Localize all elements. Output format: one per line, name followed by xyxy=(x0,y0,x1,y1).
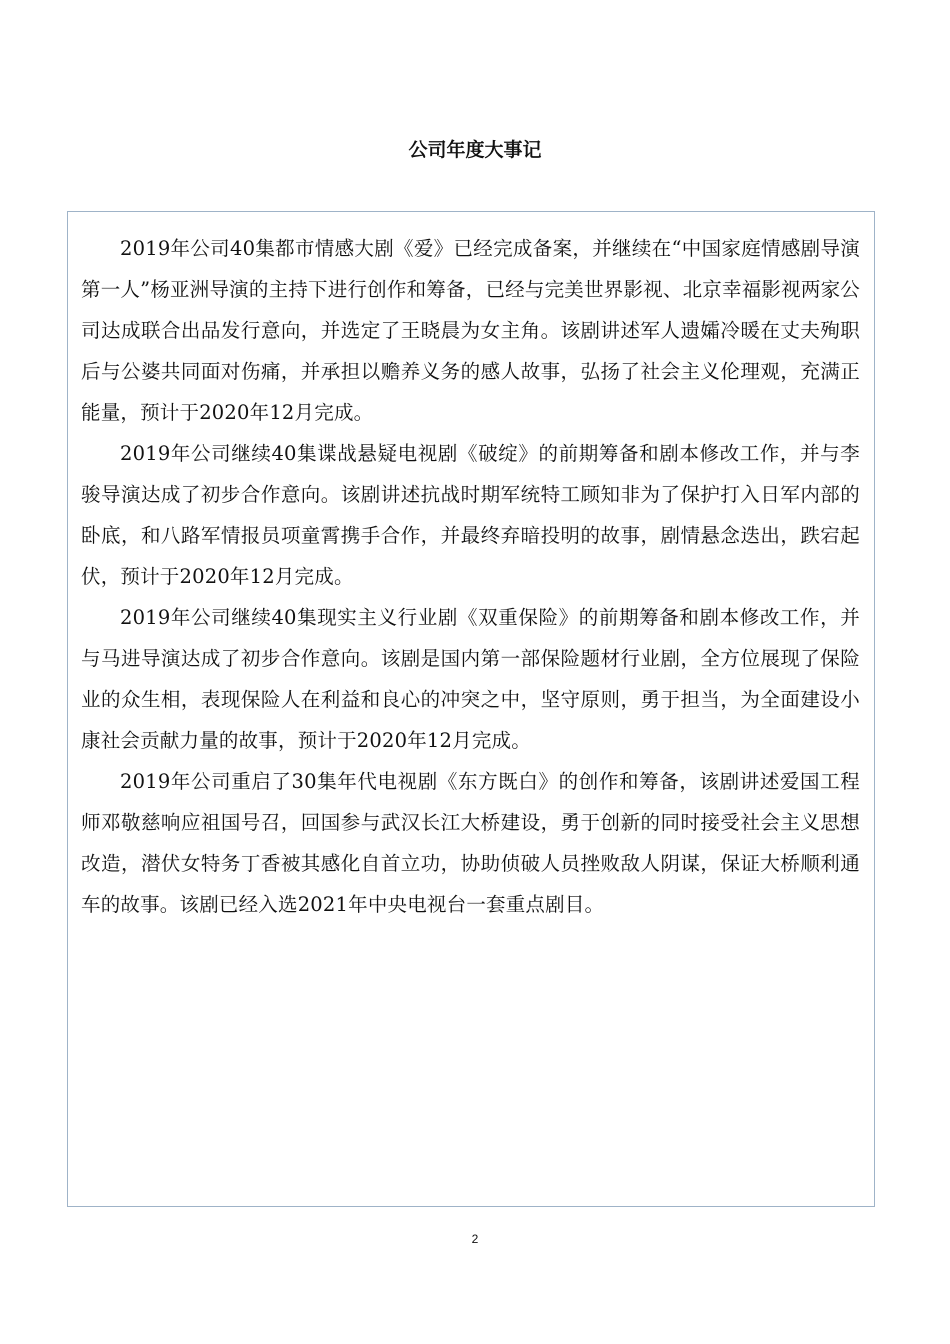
page-number: 2 xyxy=(471,1232,479,1246)
page-title: 公司年度大事记 xyxy=(408,139,542,161)
content-box xyxy=(67,211,875,1207)
paragraph-drama-pozhan: 2019年公司继续40集谍战悬疑电视剧《破绽》的前期筹备和剧本修改工作，并与李骏导演达成了初步合作意向。该剧讲述抗战时期军统特工顾知非为了保护打入日军内部的卧底，和八路军情报员项童霄携手合作，并最终弃暗投明的故事，剧情悬念迭出，跌宕起伏，预计于2020年12月完成。 xyxy=(81,442,860,588)
paragraph-drama-dongfang-jibai: 2019年公司重启了30集年代电视剧《东方既白》的创作和筹备，该剧讲述爱国工程师邓敬慈响应祖国号召，回国参与武汉长江大桥建设，勇于创新的同时接受社会主义思想改造，潜伏女特务丁香被其感化自首立功，协助侦破人员挫败敌人阴谋，保证大桥顺利通车的故事。该剧已经入选2021年中央电视台一套重点剧目。 xyxy=(81,770,860,916)
paragraph-drama-shuangchong-baoxian: 2019年公司继续40集现实主义行业剧《双重保险》的前期筹备和剧本修改工作，并与马进导演达成了初步合作意向。该剧是国内第一部保险题材行业剧，全方位展现了保险业的众生相，表现保险人在利益和良心的冲突之中，坚守原则，勇于担当，为全面建设小康社会贡献力量的故事，预计于2020年12月完成。 xyxy=(81,606,860,752)
paragraph-drama-ai: 2019年公司40集都市情感大剧《爱》已经完成备案，并继续在“中国家庭情感剧导演第一人”杨亚洲导演的主持下进行创作和筹备，已经与完美世界影视、北京幸福影视两家公司达成联合出品发行意向，并选定了王晓晨为女主角。该剧讲述军人遗孀冷暖在丈夫殉职后与公婆共同面对伤痛，并承担以赡养义务的感人故事，弘扬了社会主义伦理观，充满正能量，预计于2020年12月完成。 xyxy=(81,237,860,424)
